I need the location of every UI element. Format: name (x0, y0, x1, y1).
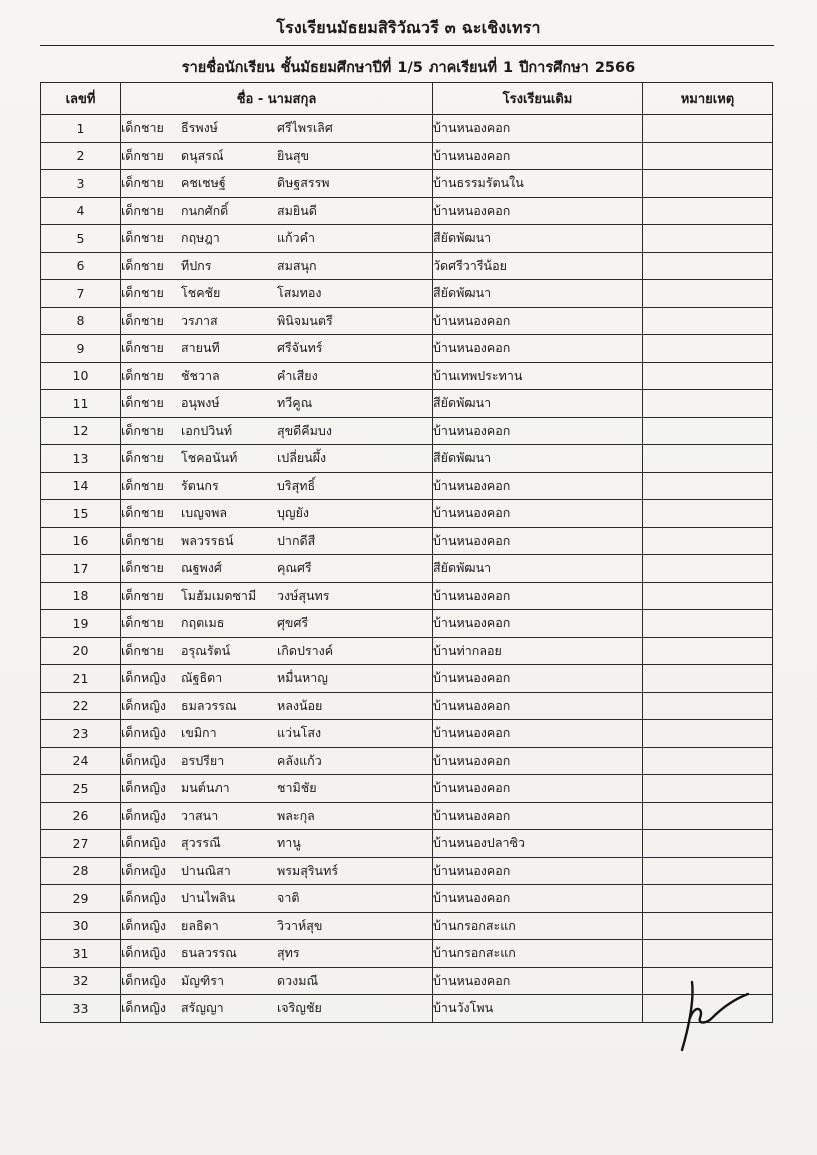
first-name: สรัญญา (181, 1000, 224, 1016)
first-name: พลวรรธน์ (181, 532, 234, 548)
student-full-name (121, 472, 433, 500)
first-name: มนต์นภา (181, 780, 230, 796)
last-name: จาติ (277, 890, 300, 906)
student-full-name (121, 390, 433, 418)
last-name: ศรีไพรเลิศ (277, 120, 333, 136)
student-full-name (121, 720, 433, 748)
table-row (41, 720, 773, 748)
student-full-name (121, 555, 433, 583)
first-name: วาสนา (181, 807, 219, 823)
name-prefix: เด็กชาย (121, 642, 164, 658)
first-name: มัญฑิรา (181, 972, 224, 988)
table-row (41, 472, 773, 500)
remarks-cell (643, 775, 773, 803)
previous-school: บ้านหนองคอก (433, 142, 643, 170)
last-name: สมสนุก (277, 257, 317, 273)
last-name: ดวงมณี (277, 972, 319, 988)
previous-school: บ้านหนองคอก (433, 527, 643, 555)
last-name: ทานู (277, 835, 301, 851)
student-number: 4 (41, 197, 121, 225)
name-prefix: เด็กหญิง (121, 725, 166, 741)
name-prefix: เด็กชาย (121, 532, 164, 548)
table-row (41, 940, 773, 968)
student-number: 20 (41, 637, 121, 665)
student-number: 12 (41, 417, 121, 445)
student-number: 27 (41, 830, 121, 858)
name-prefix: เด็กชาย (121, 257, 164, 273)
first-name: ธนลวรรณ (181, 945, 237, 961)
last-name: ปากดีสี (277, 532, 316, 548)
last-name: ดิษฐสรรพ (277, 175, 330, 191)
last-name: สมยินดี (277, 202, 317, 218)
student-full-name (121, 307, 433, 335)
table-row (41, 637, 773, 665)
name-prefix: เด็กหญิง (121, 670, 166, 686)
first-name: โชคอนันท์ (181, 450, 238, 466)
table-row (41, 362, 773, 390)
name-prefix: เด็กชาย (121, 230, 164, 246)
table-row (41, 170, 773, 198)
student-number: 25 (41, 775, 121, 803)
student-full-name (121, 582, 433, 610)
name-prefix: เด็กหญิง (121, 697, 166, 713)
student-number: 17 (41, 555, 121, 583)
remarks-cell (643, 885, 773, 913)
remarks-cell (643, 142, 773, 170)
first-name: เบญจพล (181, 505, 228, 521)
student-number: 19 (41, 610, 121, 638)
student-number: 18 (41, 582, 121, 610)
last-name: ศรีจันทร์ (277, 340, 323, 356)
table-row (41, 527, 773, 555)
remarks-cell (643, 692, 773, 720)
previous-school: บ้านหนองคอก (433, 967, 643, 995)
student-number: 24 (41, 747, 121, 775)
remarks-cell (643, 307, 773, 335)
name-prefix: เด็กชาย (121, 312, 164, 328)
first-name: รัตนกร (181, 477, 219, 493)
name-prefix: เด็กชาย (121, 560, 164, 576)
student-full-name (121, 610, 433, 638)
student-number: 2 (41, 142, 121, 170)
previous-school: บ้านหนองคอก (433, 307, 643, 335)
first-name: อรุณรัตน์ (181, 642, 231, 658)
remarks-cell (643, 912, 773, 940)
student-full-name (121, 280, 433, 308)
name-prefix: เด็กหญิง (121, 780, 166, 796)
student-number: 28 (41, 857, 121, 885)
column-header-remarks: หมายเหตุ (643, 83, 773, 115)
last-name: ทวีคูณ (277, 395, 313, 411)
last-name: ยินสุข (277, 147, 310, 163)
student-full-name (121, 802, 433, 830)
name-prefix: เด็กหญิง (121, 972, 166, 988)
first-name: ชัชวาล (181, 367, 220, 383)
student-number: 16 (41, 527, 121, 555)
remarks-cell (643, 445, 773, 473)
first-name: สายนที (181, 340, 220, 356)
name-prefix: เด็กชาย (121, 395, 164, 411)
remarks-cell (643, 197, 773, 225)
name-prefix: เด็กชาย (121, 505, 164, 521)
previous-school: บ้านหนองคอก (433, 747, 643, 775)
first-name: เอกปวินท์ (181, 422, 233, 438)
previous-school: บ้านหนองคอก (433, 472, 643, 500)
table-row (41, 445, 773, 473)
student-full-name (121, 362, 433, 390)
previous-school: บ้านกรอกสะแก (433, 940, 643, 968)
table-row (41, 857, 773, 885)
previous-school: บ้านท่ากลอย (433, 637, 643, 665)
name-prefix: เด็กชาย (121, 615, 164, 631)
name-prefix: เด็กชาย (121, 202, 164, 218)
student-full-name (121, 115, 433, 143)
student-full-name (121, 967, 433, 995)
previous-school: บ้านหนองคอก (433, 500, 643, 528)
table-row (41, 225, 773, 253)
table-row (41, 307, 773, 335)
last-name: ชามิชัย (277, 780, 317, 796)
student-full-name (121, 857, 433, 885)
remarks-cell (643, 252, 773, 280)
student-number: 8 (41, 307, 121, 335)
table-row (41, 142, 773, 170)
previous-school: บ้านเทพประทาน (433, 362, 643, 390)
previous-school: บ้านกรอกสะแก (433, 912, 643, 940)
last-name: วงษ์สุนทร (277, 587, 330, 603)
previous-school: บ้านหนองคอก (433, 335, 643, 363)
previous-school: สียัดพัฒนา (433, 280, 643, 308)
last-name: สุทร (277, 945, 300, 961)
column-header-name: ชื่อ - นามสกุล (121, 83, 433, 115)
first-name: ปานไพลิน (181, 890, 236, 906)
student-number: 13 (41, 445, 121, 473)
student-number: 26 (41, 802, 121, 830)
remarks-cell (643, 665, 773, 693)
previous-school: สียัดพัฒนา (433, 555, 643, 583)
last-name: เปลี่ยนผึ้ง (277, 450, 327, 466)
student-number: 11 (41, 390, 121, 418)
student-number: 21 (41, 665, 121, 693)
first-name: เขมิกา (181, 725, 217, 741)
table-row (41, 197, 773, 225)
last-name: เกิดปรางค์ (277, 642, 334, 658)
last-name: หลงน้อย (277, 697, 323, 713)
table-row (41, 885, 773, 913)
name-prefix: เด็กหญิง (121, 752, 166, 768)
remarks-cell (643, 115, 773, 143)
previous-school: สียัดพัฒนา (433, 225, 643, 253)
first-name: ทีปกร (181, 257, 212, 273)
table-row (41, 417, 773, 445)
remarks-cell (643, 335, 773, 363)
name-prefix: เด็กหญิง (121, 835, 166, 851)
name-prefix: เด็กชาย (121, 477, 164, 493)
student-full-name (121, 912, 433, 940)
student-full-name (121, 500, 433, 528)
name-prefix: เด็กหญิง (121, 807, 166, 823)
table-row (41, 280, 773, 308)
table-row (41, 912, 773, 940)
last-name: แก้วคำ (277, 230, 316, 246)
last-name: คำเสียง (277, 367, 318, 383)
last-name: บริสุทธิ์ (277, 477, 316, 493)
student-number: 10 (41, 362, 121, 390)
last-name: เจริญชัย (277, 1000, 322, 1016)
first-name: กฤษฎา (181, 230, 220, 246)
previous-school: บ้านหนองคอก (433, 115, 643, 143)
first-name: โมฮัมเมดซามี (181, 587, 257, 603)
previous-school: บ้านธรรมรัตนใน (433, 170, 643, 198)
name-prefix: เด็กหญิง (121, 890, 166, 906)
first-name: ณัฐธิดา (181, 670, 223, 686)
table-row (41, 390, 773, 418)
remarks-cell (643, 225, 773, 253)
table-body (41, 115, 773, 1023)
student-full-name (121, 252, 433, 280)
last-name: หมื่นหาญ (277, 670, 328, 686)
remarks-cell (643, 582, 773, 610)
previous-school: บ้านหนองคอก (433, 582, 643, 610)
table-row (41, 252, 773, 280)
remarks-cell (643, 940, 773, 968)
student-number: 22 (41, 692, 121, 720)
student-number: 14 (41, 472, 121, 500)
remarks-cell (643, 610, 773, 638)
first-name: ธมลวรรณ (181, 697, 237, 713)
last-name: คุณศรี (277, 560, 312, 576)
class-subtitle: รายชื่อนักเรียน ชั้นมัธยมศึกษาปีที่ 1/5 ภาคเรียนที่ 1 ปีการศึกษา 2566 (181, 60, 636, 76)
student-full-name (121, 142, 433, 170)
first-name: ดนุสรณ์ (181, 147, 224, 163)
remarks-cell (643, 720, 773, 748)
last-name: วิวาห์สุข (277, 917, 323, 933)
remarks-cell (643, 830, 773, 858)
table-row (41, 500, 773, 528)
previous-school: บ้านหนองคอก (433, 802, 643, 830)
previous-school: บ้านหนองคอก (433, 775, 643, 803)
previous-school: บ้านหนองคอก (433, 197, 643, 225)
previous-school: บ้านหนองคอก (433, 665, 643, 693)
remarks-cell (643, 472, 773, 500)
name-prefix: เด็กหญิง (121, 917, 166, 933)
student-full-name (121, 170, 433, 198)
table-row (41, 665, 773, 693)
previous-school: สียัดพัฒนา (433, 445, 643, 473)
table-row (41, 610, 773, 638)
student-number: 31 (41, 940, 121, 968)
remarks-cell (643, 637, 773, 665)
student-number: 6 (41, 252, 121, 280)
previous-school: วัดศรีวารีน้อย (433, 252, 643, 280)
student-full-name (121, 665, 433, 693)
remarks-cell (643, 362, 773, 390)
student-number: 33 (41, 995, 121, 1023)
student-full-name (121, 197, 433, 225)
name-prefix: เด็กชาย (121, 285, 164, 301)
previous-school: บ้านวังโพน (433, 995, 643, 1023)
remarks-cell (643, 857, 773, 885)
table-row (41, 115, 773, 143)
name-prefix: เด็กชาย (121, 120, 164, 136)
first-name: ธีรพงษ์ (181, 120, 218, 136)
table-header-row (41, 83, 773, 115)
table-row (41, 555, 773, 583)
name-prefix: เด็กหญิง (121, 945, 166, 961)
student-number: 5 (41, 225, 121, 253)
student-number: 7 (41, 280, 121, 308)
student-number: 23 (41, 720, 121, 748)
column-header-number: เลขที่ (41, 83, 121, 115)
name-prefix: เด็กชาย (121, 340, 164, 356)
student-full-name (121, 637, 433, 665)
signature-mark (670, 968, 760, 1058)
first-name: สุวรรณี (181, 835, 221, 851)
table-row (41, 995, 773, 1023)
table-row (41, 967, 773, 995)
student-number: 30 (41, 912, 121, 940)
student-full-name (121, 775, 433, 803)
name-prefix: เด็กชาย (121, 175, 164, 191)
previous-school: บ้านหนองคอก (433, 610, 643, 638)
name-prefix: เด็กชาย (121, 367, 164, 383)
student-full-name (121, 747, 433, 775)
previous-school: บ้านหนองคอก (433, 857, 643, 885)
first-name: โชคชัย (181, 285, 221, 301)
name-prefix: เด็กหญิง (121, 1000, 166, 1016)
column-header-previous-school: โรงเรียนเดิม (433, 83, 643, 115)
student-full-name (121, 225, 433, 253)
table-row (41, 582, 773, 610)
last-name: สุขดีคีมบง (277, 422, 332, 438)
student-full-name (121, 417, 433, 445)
first-name: คชเชษฐ์ (181, 175, 226, 191)
name-prefix: เด็กชาย (121, 450, 164, 466)
table-row (41, 802, 773, 830)
remarks-cell (643, 747, 773, 775)
student-number: 32 (41, 967, 121, 995)
student-full-name (121, 692, 433, 720)
remarks-cell (643, 417, 773, 445)
school-title: โรงเรียนมัธยมสิริวัณวรี ๓ ฉะเชิงเทรา (276, 18, 541, 37)
student-number: 29 (41, 885, 121, 913)
table-row (41, 830, 773, 858)
last-name: โสมทอง (277, 285, 322, 301)
previous-school: บ้านหนองคอก (433, 692, 643, 720)
name-prefix: เด็กชาย (121, 147, 164, 163)
student-roster-table (40, 82, 773, 1023)
first-name: ยลธิดา (181, 917, 219, 933)
name-prefix: เด็กชาย (121, 587, 164, 603)
first-name: กฤตเมธ (181, 615, 225, 631)
remarks-cell (643, 555, 773, 583)
remarks-cell (643, 802, 773, 830)
previous-school: สียัดพัฒนา (433, 390, 643, 418)
last-name: คลังแก้ว (277, 752, 322, 768)
remarks-cell (643, 500, 773, 528)
table-row (41, 692, 773, 720)
last-name: พรมสุรินทร์ (277, 862, 339, 878)
first-name: วรภาส (181, 312, 218, 328)
student-full-name (121, 940, 433, 968)
previous-school: บ้านหนองปลาซิว (433, 830, 643, 858)
student-number: 15 (41, 500, 121, 528)
remarks-cell (643, 280, 773, 308)
table-row (41, 775, 773, 803)
student-full-name (121, 335, 433, 363)
last-name: พละกุล (277, 807, 315, 823)
first-name: ณฐพงศ์ (181, 560, 222, 576)
last-name: แว่นโสง (277, 725, 322, 741)
first-name: ปานณิสา (181, 862, 231, 878)
last-name: บุญยัง (277, 505, 310, 521)
student-number: 3 (41, 170, 121, 198)
student-number: 9 (41, 335, 121, 363)
name-prefix: เด็กหญิง (121, 862, 166, 878)
last-name: พินิจมนตรี (277, 312, 333, 328)
first-name: อรปรียา (181, 752, 225, 768)
student-number: 1 (41, 115, 121, 143)
student-full-name (121, 445, 433, 473)
first-name: กนกศักดิ์ (181, 202, 229, 218)
remarks-cell (643, 527, 773, 555)
table-row (41, 747, 773, 775)
name-prefix: เด็กชาย (121, 422, 164, 438)
student-full-name (121, 995, 433, 1023)
first-name: อนุพงษ์ (181, 395, 220, 411)
student-full-name (121, 830, 433, 858)
title-rule (40, 45, 774, 46)
student-full-name (121, 527, 433, 555)
remarks-cell (643, 390, 773, 418)
remarks-cell (643, 170, 773, 198)
last-name: ศุขศรี (277, 615, 309, 631)
previous-school: บ้านหนองคอก (433, 417, 643, 445)
previous-school: บ้านหนองคอก (433, 885, 643, 913)
student-full-name (121, 885, 433, 913)
table-row (41, 335, 773, 363)
previous-school: บ้านหนองคอก (433, 720, 643, 748)
